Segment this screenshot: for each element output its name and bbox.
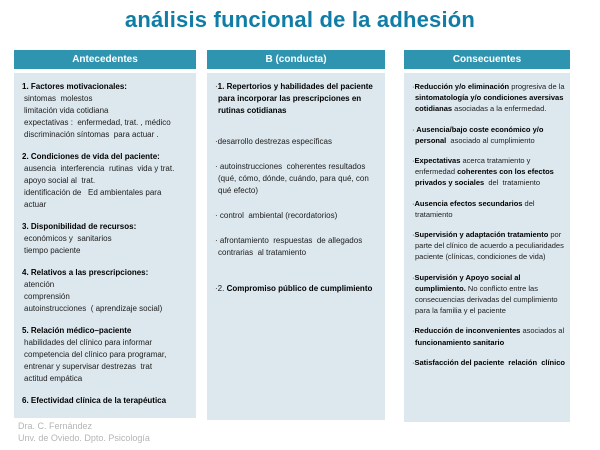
conducta-item-6 (215, 283, 380, 295)
bullet-glyph: · (412, 124, 415, 134)
conducta-item-3 (215, 161, 380, 197)
column-panel-conducta (207, 73, 385, 420)
column-header-consecuentes: Consecuentes (404, 50, 570, 69)
item-text-segment: asociado al cumplimiento (446, 135, 535, 145)
bullet-glyph: · (215, 236, 218, 245)
consecuentes-item-6 (412, 272, 565, 317)
item-text-segment: No conflicto entre las consecuencias derivadas del cumplimiento para la familia y el paciente (415, 283, 560, 316)
item-text-segment: Ausencia/bajo coste económico y/o personal (414, 124, 546, 145)
conducta-item-5 (215, 235, 380, 259)
consecuentes-item-4 (412, 198, 565, 220)
antecedent-block-line: habilidades del clínico para informar (24, 338, 153, 347)
antecedent-block-line: apoyo social al trat. (24, 176, 96, 185)
bullet-glyph: · (412, 156, 415, 166)
conducta-item-4 (215, 210, 380, 222)
item-text-segment: Supervisión y adaptación tratamiento (414, 230, 549, 240)
item-text-segment: 2. (217, 284, 227, 293)
antecedent-block-3 (22, 221, 191, 257)
item-text-segment: autoinstrucciones coherentes resultados (qué, cómo, dónde, cuándo, para qué, con qué efecto) (217, 162, 372, 195)
item-text-segment: desarrollo destrezas específicas (217, 137, 332, 146)
antecedent-block-1 (22, 81, 191, 141)
antecedent-block-line: limitación vida cotidiana (24, 106, 109, 115)
bullet-glyph: · (215, 82, 218, 91)
item-text-segment: asociados al (520, 326, 567, 336)
item-text-segment: asociadas a la enfermedad. (452, 104, 547, 114)
column-header-conducta: B (conducta) (207, 50, 385, 69)
antecedent-block-heading: 4. Relativos a las prescripciones: (22, 268, 149, 277)
bullet-glyph: · (412, 230, 415, 240)
consecuentes-item-5 (412, 229, 565, 263)
column-panel-consecuentes (404, 73, 570, 422)
antecedent-block-heading: 1. Factores motivacionales: (22, 82, 127, 91)
antecedent-block-4 (22, 267, 191, 315)
column-header-antecedentes: Antecedentes (14, 50, 196, 69)
antecedent-block-line: comprensión (24, 292, 70, 301)
conducta-item-2 (215, 136, 380, 148)
antecedent-block-line: identificación de Ed ambientales para (24, 188, 162, 197)
page-title: análisis funcional de la adhesión (124, 7, 476, 32)
consecuentes-item-7 (412, 325, 565, 347)
item-text-segment: Supervisión y Apoyo social al cumplimiento. (414, 272, 523, 293)
item-text-segment: control ambiental (recordatorios) (217, 211, 338, 220)
bullet-glyph: · (412, 326, 415, 336)
antecedent-block-line: atención (24, 280, 55, 289)
antecedent-block-line: expectativas : enfermedad, trat. , médico (24, 118, 171, 127)
item-text-segment: sintomatología y/o condiciones aversivas cotidianas (415, 93, 566, 114)
item-text-segment: Expectativas (414, 156, 461, 166)
antecedent-block-line: ausencia interferencia rutinas vida y trat. (24, 164, 175, 173)
item-text-segment: Ausencia efectos secundarios (414, 198, 523, 208)
item-text-segment: del tratamiento (415, 198, 537, 219)
footer-credit (18, 421, 150, 444)
item-text-segment: Reducción de inconvenientes (414, 326, 521, 336)
antecedent-block-line: actitud empática (24, 374, 83, 383)
antecedent-block-line: competencia del clínico para programar, (24, 350, 167, 359)
item-text-segment: afrontamiento respuestas de allegados contrarias al tratamiento (217, 236, 365, 257)
item-text-segment: Reducción y/o eliminación (414, 82, 510, 91)
bullet-glyph: · (412, 82, 415, 91)
consecuentes-item-2 (412, 124, 565, 146)
antecedent-block-line: económicos y sanitarios (24, 234, 112, 243)
column-conducta (207, 50, 385, 420)
antecedent-block-heading: 2. Condiciones de vida del paciente: (22, 152, 160, 161)
item-text-segment: 1. Repertorios y habilidades del paciente para incorporar las prescripciones en rutinas cotidianas (217, 82, 376, 115)
item-text-segment: funcionamiento sanitario (415, 337, 505, 347)
item-text-segment: acerca tratamiento y enfermedad (415, 156, 533, 177)
consecuentes-item-1 (412, 81, 565, 115)
antecedent-block-line: tiempo paciente (24, 246, 81, 255)
antecedent-block-line: entrenar y supervisar destrezas trat (24, 362, 153, 371)
consecuentes-item-8 (412, 357, 565, 368)
item-text-segment: Satisfacción del paciente relación clínico (414, 357, 565, 367)
item-text-segment: por parte del clínico de acuerdo a peculiaridades paciente (clínicas, condiciones de vida) (415, 230, 566, 262)
bullet-glyph: · (215, 211, 218, 220)
antecedent-block-heading: 5. Relación médico–paciente (22, 326, 132, 335)
bullet-glyph: · (215, 162, 218, 171)
antecedent-block-heading: 3. Disponibilidad de recursos: (22, 222, 137, 231)
antecedent-block-line: actuar (24, 200, 47, 209)
conducta-item-1 (215, 81, 380, 117)
antecedent-block-heading: 6. Efectividad clínica de la terapéutica (22, 396, 167, 405)
item-text-segment: Compromiso público de cumplimiento (226, 284, 373, 293)
bullet-glyph: · (215, 284, 218, 293)
bullet-glyph: · (412, 357, 415, 367)
antecedent-block-6 (22, 395, 191, 407)
bullet-glyph: · (412, 198, 415, 208)
antecedent-block-5 (22, 325, 191, 385)
bullet-glyph: · (215, 137, 218, 146)
column-consecuentes (404, 50, 570, 422)
footer-author: Dra. C. Fernández (18, 421, 93, 431)
item-text-segment: coherentes con los efectos privados y sociales (415, 167, 556, 188)
antecedent-block-line: discriminación síntomas para actuar . (24, 130, 159, 139)
column-antecedentes (14, 50, 196, 418)
footer-affiliation: Unv. de Oviedo. Dpto. Psicología (18, 432, 150, 443)
antecedent-block-line: sintomas molestos (24, 94, 93, 103)
consecuentes-item-3 (412, 155, 565, 189)
antecedent-block-line: autoinstrucciones ( aprendizaje social) (24, 304, 163, 313)
bullet-glyph: · (412, 272, 415, 282)
antecedent-block-2 (22, 151, 191, 211)
item-text-segment: progresiva de la (509, 82, 567, 91)
item-text-segment: del tratamiento (484, 178, 541, 188)
column-panel-antecedentes (14, 73, 196, 418)
